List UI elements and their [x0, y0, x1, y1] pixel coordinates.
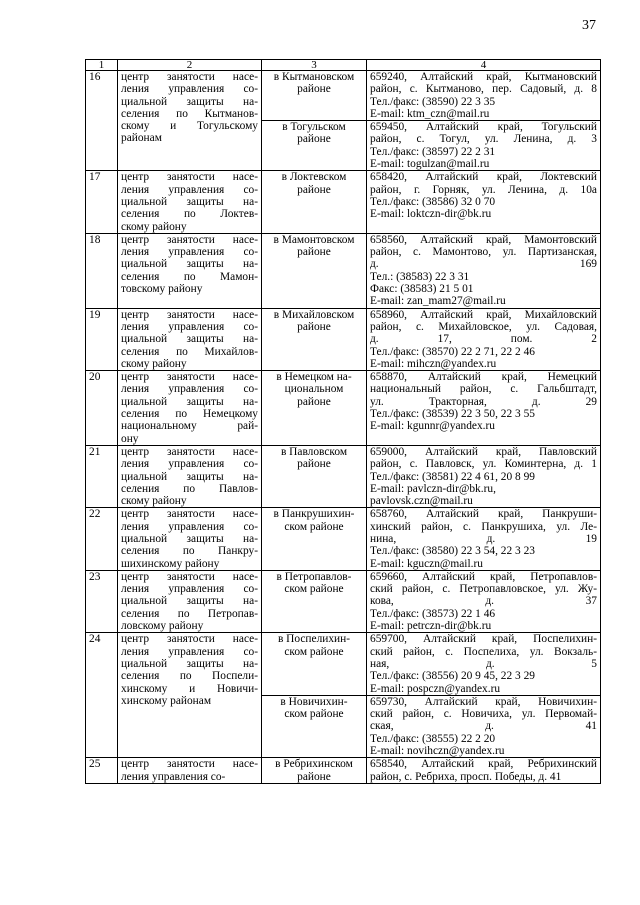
district-cell [262, 233, 367, 308]
district-line: районе [297, 320, 331, 333]
row-number-cell: 22 [86, 508, 118, 570]
organization-line: селения по Павлов- [121, 482, 258, 495]
header-cell: 1 [86, 60, 118, 71]
header-row [86, 60, 601, 71]
row-number-cell: 20 [86, 371, 118, 446]
organization-line: селения по Мамон- [121, 270, 258, 283]
district-cell [262, 445, 367, 507]
organization-line: циальной защиты на- [121, 532, 258, 545]
address-line: ская, д. 41 [370, 720, 597, 733]
organization-line: ления управления со- [121, 320, 258, 333]
organization-line: центр занятости насе- [121, 633, 258, 646]
organization-line: скому району [121, 357, 187, 370]
organization-line: национальному рай- [121, 420, 258, 433]
district-cell [262, 633, 367, 695]
district-line: районе [297, 83, 331, 96]
address-line: 659000, Алтайский край, Павловский [370, 445, 597, 458]
address-line: E-mail: mihczn@yandex.ru [370, 357, 497, 370]
organization-cell [118, 633, 262, 758]
organization-line: скому району [121, 495, 187, 508]
organization-line: циальной защиты на- [121, 395, 258, 408]
organization-line: циальной защиты на- [121, 333, 258, 346]
organization-line: шихинскому району [121, 557, 220, 570]
address-line: 658420, Алтайский край, Локтевский [370, 171, 597, 184]
organization-line: центр занятости насе- [121, 71, 258, 83]
row-number-cell: 24 [86, 633, 118, 758]
organization-line: циальной защиты на- [121, 258, 258, 271]
address-line: район, с. Кытманово, пер. Садовый, д. 8 [370, 83, 597, 96]
table-row [86, 233, 601, 308]
district-cell [262, 508, 367, 570]
address-line: Тел./факс: (38573) 22 1 46 [370, 607, 496, 620]
address-line: 659660, Алтайский край, Петропавлов- [370, 570, 597, 583]
district-cell [262, 71, 367, 121]
district-cell [262, 570, 367, 632]
district-line: районе [297, 395, 331, 408]
address-cell [367, 633, 601, 695]
address-line: 659730, Алтайский край, Новичихин- [370, 695, 597, 708]
address-line: E-mail: loktczn-dir@bk.ru [370, 208, 492, 221]
address-line: E-mail: zan_mam27@mail.ru [370, 295, 506, 308]
district-line: в Кытмановском [273, 71, 355, 83]
organization-line: селения по Панкру- [121, 545, 258, 558]
address-line: E-mail: pavlczn-dir@bk.ru, [370, 482, 496, 495]
address-line: pavlovsk.czn@mail.ru [370, 495, 473, 508]
header-cell: 2 [118, 60, 262, 71]
organization-line: циальной защиты на- [121, 657, 258, 670]
row-number-cell: 19 [86, 308, 118, 370]
organization-line: центр занятости насе- [121, 758, 258, 771]
district-cell [262, 308, 367, 370]
table-row [86, 633, 601, 695]
row-number-cell: 21 [86, 445, 118, 507]
table-row [86, 71, 601, 121]
organization-line: селения по Кытманов- [121, 107, 258, 120]
address-line: Тел./факс: (38580) 22 3 54, 22 3 23 [370, 545, 535, 558]
district-line: в Новичихин- [280, 695, 348, 708]
organization-line: скому району [121, 220, 187, 233]
organization-line: центр занятости насе- [121, 508, 258, 521]
organization-line: циальной защиты на- [121, 195, 258, 208]
district-cell [262, 371, 367, 446]
address-line: Тел./факс: (38586) 32 0 70 [370, 195, 496, 208]
address-line: район, г. Горняк, ул. Ленина, д. 10а [370, 183, 597, 196]
address-cell [367, 308, 601, 370]
address-line: E-mail: pospczn@yandex.ru [370, 682, 501, 695]
table-row [86, 445, 601, 507]
district-line: в Панкрушихин- [273, 508, 355, 521]
district-cell [262, 171, 367, 233]
address-line: 658870, Алтайский край, Немецкий [370, 371, 597, 384]
organization-line: ловскому району [121, 620, 204, 633]
organization-line: районам [121, 132, 162, 145]
organization-line: ону [121, 432, 139, 445]
row-number-cell: 25 [86, 758, 118, 784]
address-line: Факс: (38583) 21 5 01 [370, 283, 474, 296]
address-line: Тел./факс: (38539) 22 3 50, 22 3 55 [370, 408, 535, 421]
organization-cell [118, 508, 262, 570]
address-line: 658760, Алтайский край, Панкруши- [370, 508, 597, 521]
organization-line: центр занятости насе- [121, 308, 258, 321]
organization-line: центр занятости насе- [121, 371, 258, 384]
organization-line: циальной защиты на- [121, 595, 258, 608]
district-line: в Павловском [280, 445, 348, 458]
district-line: в Ребрихинском [275, 758, 353, 771]
header-cell: 4 [367, 60, 601, 71]
district-line: циональном [284, 383, 344, 396]
district-line: районе [297, 770, 331, 783]
organization-line: циальной защиты на- [121, 95, 258, 108]
organization-line: центр занятости насе- [121, 445, 258, 458]
address-line: район, с. Тогул, ул. Ленина, д. 3 [370, 133, 597, 146]
address-cell [367, 570, 601, 632]
address-line: д. 169 [370, 258, 597, 271]
address-line: ский район, с. Поспелиха, ул. Вокзаль- [370, 645, 597, 658]
organization-line: селения по Немецкому [121, 408, 258, 421]
organization-line: селения по Локтев- [121, 208, 258, 221]
organization-line: товскому району [121, 283, 203, 296]
address-line: кова, д. 37 [370, 595, 597, 608]
address-line: 658540, Алтайский край, Ребрихинский [370, 758, 597, 771]
address-line: Тел./факс: (38555) 22 2 20 [370, 732, 496, 745]
organization-cell [118, 233, 262, 308]
address-line: Тел./факс: (38556) 20 9 45, 22 3 29 [370, 670, 535, 683]
address-line: E-mail: novihczn@yandex.ru [370, 745, 505, 758]
organization-line: ления управления со- [121, 383, 258, 396]
row-number-cell: 23 [86, 570, 118, 632]
row-number-cell: 16 [86, 71, 118, 171]
district-line: в Мамонтовском [273, 233, 355, 246]
address-line: E-mail: togulzan@mail.ru [370, 158, 490, 171]
district-line: районе [297, 458, 331, 471]
address-line: ский район, с. Новичиха, ул. Первомай- [370, 708, 597, 721]
organization-line: циальной защиты на- [121, 470, 258, 483]
organization-cell [118, 445, 262, 507]
district-cell [262, 121, 367, 171]
district-line: ском районе [284, 583, 344, 596]
row-number-cell: 18 [86, 233, 118, 308]
organization-cell [118, 71, 262, 171]
district-line: в Петропавлов- [276, 570, 352, 583]
address-line: ул. Тракторная, д. 29 [370, 395, 597, 408]
address-line: район, с. Ребриха, просп. Победы, д. 41 [370, 770, 562, 783]
district-line: в Михайловском [273, 308, 355, 321]
address-cell [367, 445, 601, 507]
address-cell [367, 508, 601, 570]
table-body [86, 71, 601, 784]
address-line: ная, д. 5 [370, 657, 597, 670]
address-line: 658560, Алтайский край, Мамонтовский [370, 233, 597, 246]
address-cell [367, 121, 601, 171]
district-line: в Тогульском [282, 121, 346, 134]
address-cell [367, 71, 601, 121]
table-row [86, 308, 601, 370]
address-line: 659240, Алтайский край, Кытмановский [370, 71, 597, 83]
page-number: 37 [582, 18, 596, 33]
address-line: E-mail: petrczn-dir@bk.ru [370, 620, 492, 633]
address-line: E-mail: kguczn@mail.ru [370, 557, 483, 570]
organization-line: хинскому районам [121, 694, 212, 707]
agency-table [85, 59, 601, 784]
district-cell [262, 758, 367, 784]
table-row [86, 171, 601, 233]
address-line: 659450, Алтайский край, Тогульский [370, 121, 597, 134]
address-line: Тел./факс: (38597) 22 2 31 [370, 145, 496, 158]
organization-line: хинскому и Новичи- [121, 682, 258, 695]
address-line: район, с. Михайловское, ул. Садовая, [370, 320, 597, 333]
organization-line: ления управления со- [121, 83, 258, 96]
table-row [86, 371, 601, 446]
organization-line: ления управления со- [121, 583, 258, 596]
organization-line: селения по Петропав- [121, 607, 258, 620]
address-line: район, с. Мамонтово, ул. Партизанская, [370, 246, 597, 259]
organization-line: ления управления со- [121, 183, 258, 196]
organization-line: ления управления со- [121, 770, 226, 783]
organization-cell [118, 758, 262, 784]
address-line: район, с. Павловск, ул. Коминтерна, д. 1 [370, 458, 597, 471]
organization-cell [118, 371, 262, 446]
address-line: нина, д. 19 [370, 532, 597, 545]
organization-line: центр занятости насе- [121, 570, 258, 583]
address-cell [367, 371, 601, 446]
district-line: в Поспелихин- [277, 633, 351, 646]
district-line: районе [297, 246, 331, 259]
row-number-cell: 17 [86, 171, 118, 233]
organization-line: скому и Тогульскому [121, 120, 258, 133]
district-cell [262, 695, 367, 757]
address-line: национальный район, с. Гальбштадт, [370, 383, 597, 396]
address-line: ский район, с. Петропавловское, ул. Жу- [370, 583, 597, 596]
district-line: районе [297, 133, 331, 146]
address-line: д. 17, пом. 2 [370, 333, 597, 346]
address-line: E-mail: kgunnr@yandex.ru [370, 420, 495, 433]
organization-line: ления управления со- [121, 645, 258, 658]
organization-cell [118, 171, 262, 233]
district-line: в Локтевском [281, 171, 347, 184]
table-row [86, 508, 601, 570]
organization-line: ления управления со- [121, 458, 258, 471]
organization-cell [118, 308, 262, 370]
district-line: районе [297, 183, 331, 196]
district-line: в Немецком на- [276, 371, 352, 384]
address-line: 659700, Алтайский край, Поспелихин- [370, 633, 597, 646]
table-row [86, 570, 601, 632]
table-row [86, 758, 601, 784]
address-line: E-mail: ktm_czn@mail.ru [370, 107, 490, 120]
address-line: хинский район, с. Панкрушиха, ул. Ле- [370, 520, 597, 533]
organization-line: центр занятости насе- [121, 171, 258, 184]
organization-line: ления управления со- [121, 246, 258, 259]
address-line: Тел./факс: (38581) 22 4 61, 20 8 99 [370, 470, 535, 483]
address-line: Тел.: (38583) 22 3 31 [370, 270, 470, 283]
organization-line: селения по Михайлов- [121, 345, 258, 358]
organization-line: ления управления со- [121, 520, 258, 533]
district-line: ском районе [284, 708, 344, 721]
address-cell [367, 171, 601, 233]
header-cell: 3 [262, 60, 367, 71]
address-line: Тел./факс: (38590) 22 3 35 [370, 95, 496, 108]
address-cell [367, 233, 601, 308]
address-cell [367, 695, 601, 757]
organization-cell [118, 570, 262, 632]
address-cell [367, 758, 601, 784]
district-line: ском районе [284, 645, 344, 658]
address-line: 658960, Алтайский край, Михайловский [370, 308, 597, 321]
organization-line: селения по Поспели- [121, 670, 258, 683]
district-line: ском районе [284, 520, 344, 533]
organization-line: центр занятости насе- [121, 233, 258, 246]
address-line: Тел./факс: (38570) 22 2 71, 22 2 46 [370, 345, 535, 358]
